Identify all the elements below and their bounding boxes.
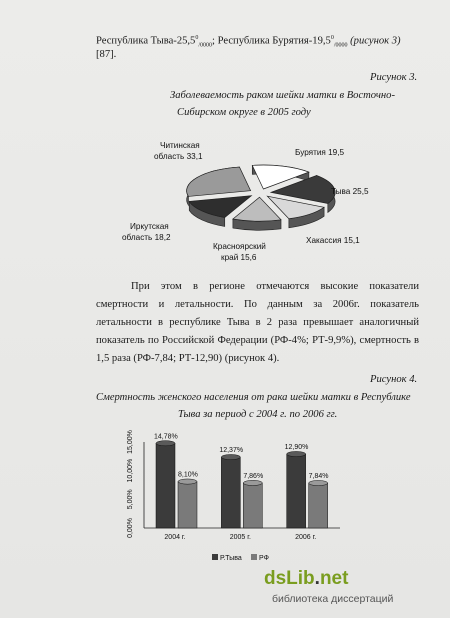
bar-value-label: 12,90%: [284, 444, 309, 452]
pie-chart: [120, 138, 390, 268]
bar-top-tyva: [287, 451, 306, 456]
bar-top-rf: [178, 479, 197, 484]
bar-tyva: [221, 457, 240, 528]
bar-rf: [243, 483, 262, 528]
text-line-1: [96, 31, 418, 53]
watermark-logo: [264, 568, 348, 590]
y-tick-label: 15,00%: [127, 430, 134, 454]
legend-swatch-tyva: [212, 554, 218, 560]
y-tick-label: 10,00%: [127, 458, 134, 483]
bar-value-label: 8,10%: [178, 471, 198, 479]
figure-4-title-line-1: Смертность женского населения от рака шейки матки в Республике: [96, 392, 411, 403]
bar-value-label: 14,78%: [154, 433, 178, 441]
paragraph-line-2: смертности и летальности. По данным за 2006г. показатель: [96, 299, 419, 310]
watermark-logo-dot: .: [314, 568, 320, 589]
pie-label-chita-2: область 33,1: [154, 152, 203, 161]
figure-4-title-line-2: Тыва за период с 2004 г. по 2006 гг.: [178, 409, 338, 420]
pie-label-khakassia: Хакассия 15,1: [306, 236, 360, 245]
pie-label-irkutsk-2: область 18,2: [122, 233, 171, 242]
watermark-logo-main: dsLib: [264, 568, 315, 589]
sub-2: /0000: [333, 42, 348, 49]
bar-tyva: [287, 454, 306, 528]
text-line-1-a: Республика Тыва-25,5: [96, 35, 196, 47]
y-tick-label: 5,00%: [127, 489, 134, 510]
watermark-logo-tld: net: [319, 568, 349, 589]
figure-4-label: Рисунок 4.: [370, 374, 418, 385]
y-tick-label: 0,00%: [127, 518, 134, 538]
paragraph-line-3: летальности в республике Тыва в 2 раза превышает аналогичный: [96, 317, 419, 328]
figure-3-title-line-2: Сибирском округе в 2005 году: [177, 107, 311, 118]
figure-3-label: Рисунок 3.: [370, 72, 418, 83]
figure-3-title-line-1: Заболеваемость раком шейки матки в Восточно-: [170, 90, 395, 101]
pie-label-krasnoyarsk-1: Красноярский: [213, 242, 266, 251]
paragraph-line-5: [96, 352, 279, 366]
text-line-1-b: ; Республика Бурятия-19,5: [212, 35, 331, 47]
paragraph-line-4: показатель по Российской Федерации (РФ-4%; РТ-9,9%), смертность в: [96, 335, 419, 346]
sup-2: 0: [330, 35, 334, 41]
watermark: [258, 566, 446, 614]
pie-label-buryatia: Бурятия 19,5: [295, 148, 345, 157]
bar-top-rf: [309, 480, 328, 485]
bar-top-tyva: [156, 441, 175, 446]
legend-label-rf: РФ: [259, 555, 269, 562]
text-line-2: [87].: [96, 49, 117, 60]
bar-value-label: 7,86%: [243, 472, 264, 480]
text-line-1-c: (рисунок 3): [347, 35, 401, 47]
x-tick-label: 2005 г.: [229, 534, 251, 541]
pie-slice-chita: [187, 167, 251, 196]
bar-top-tyva: [221, 454, 240, 459]
x-tick-label: 2006 г.: [295, 534, 317, 541]
paragraph-line-1: При этом в регионе отмечаются высокие показатели: [131, 281, 419, 292]
bar-rf: [178, 482, 197, 528]
watermark-subtitle: библиотека диссертаций: [272, 593, 394, 605]
pie-label-tyva: Тыва 25,5: [331, 187, 369, 196]
paragraph-line-5-text: 1,5 раза (РФ-7,84; РТ-12,90) (рисунок 4).: [96, 353, 280, 364]
pie-label-irkutsk-1: Иркутская: [130, 222, 169, 231]
sup-1: 0: [195, 35, 199, 41]
bar-chart: [106, 428, 350, 568]
legend-swatch-rf: [251, 554, 257, 560]
bar-tyva: [156, 443, 175, 528]
sub-1: /0000: [198, 42, 213, 49]
bar-top-rf: [243, 480, 262, 485]
x-tick-label: 2004 г.: [164, 534, 186, 541]
bar-value-label: 12,37%: [219, 447, 244, 455]
bar-rf: [309, 483, 328, 528]
bar-value-label: 7,84%: [308, 473, 329, 481]
legend-label-tyva: Р.Тыва: [220, 555, 242, 562]
pie-label-chita-1: Читинская: [160, 141, 200, 150]
pie-label-krasnoyarsk-2: край 15,6: [221, 253, 257, 262]
